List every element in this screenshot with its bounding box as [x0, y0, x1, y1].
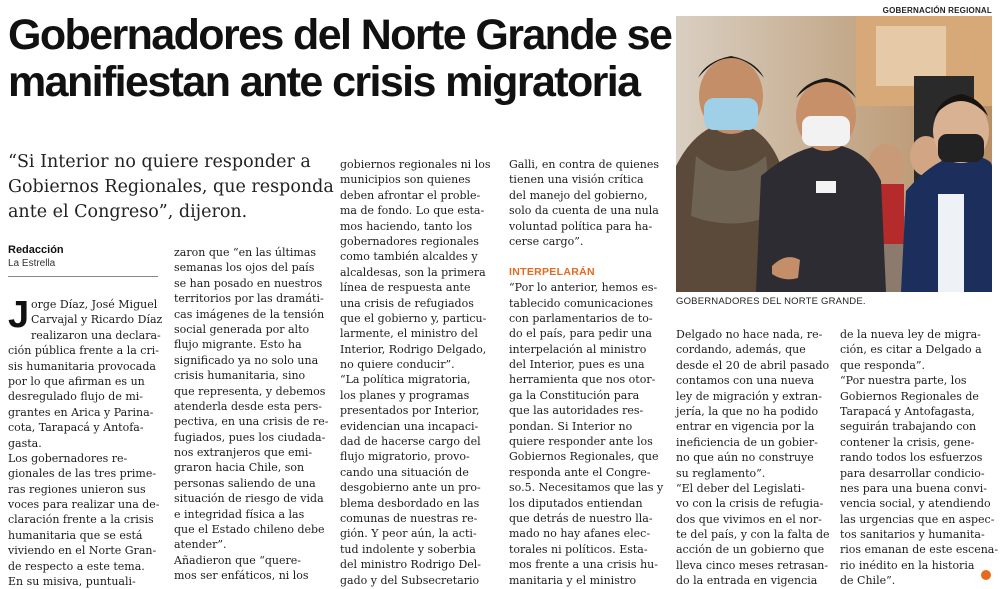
photo-illustration — [676, 16, 992, 292]
text-line: “Por nuestra parte, los — [840, 374, 967, 388]
text-line: las urgencias que en aspec- — [840, 512, 995, 526]
text-line: ción, es citar a Delgado a — [840, 343, 982, 357]
headline-line: Gobernadores del Norte Grande se — [8, 11, 672, 59]
text-line: significado ya no solo una — [174, 353, 319, 367]
text-line: que responda”. — [840, 358, 926, 372]
text-line: cando una situación de — [340, 465, 469, 479]
text-line: alcaldesas, son la primera — [340, 265, 486, 279]
text-line: contamos con una nueva — [676, 374, 815, 388]
text-line: so.5. Necesitamos que las y — [509, 481, 664, 495]
section-label: GOBERNACIÓN REGIONAL — [882, 6, 992, 15]
article-column-1 — [8, 294, 170, 589]
text-line: “El deber del Legislati- — [676, 481, 805, 495]
text-line: zaron que “en las últimas — [174, 246, 317, 259]
article-column-3 — [340, 157, 502, 588]
text-line: mos ser enfáticos, ni los — [174, 569, 309, 583]
text-line: mos haciendo, tanto los — [340, 219, 473, 233]
text-line: orge Díaz, José Miguel — [31, 298, 158, 311]
text-line: deben afrontar el proble- — [340, 188, 481, 202]
text-line: cas imágenes de la tensión — [174, 307, 325, 321]
text-line: grantes en Arica y Parina- — [8, 405, 154, 419]
text-line: presentados por Interior, — [340, 404, 480, 418]
article-column-5 — [676, 327, 838, 589]
text-line: desgobierno ante un pro- — [340, 481, 481, 495]
text-line: Delgado no hace nada, re- — [676, 328, 823, 341]
text-line: tienen una visión crítica — [509, 173, 644, 187]
text-line: seguirán trabajando con — [840, 420, 977, 434]
text-line: ley de migración y extran- — [676, 389, 822, 403]
text-line: Los gobernadores re- — [8, 451, 128, 465]
text-line: humanitaria que se está — [8, 528, 143, 542]
text-line: los diputados entiendan — [509, 496, 643, 510]
text-line: semanas los ojos del país — [174, 261, 315, 275]
drop-cap: J — [8, 294, 30, 336]
subheading-interpelaran: INTERPELARÁN — [509, 265, 595, 278]
text-line: rios emanan de este escena- — [840, 543, 999, 557]
text-line: blema desbordado en las — [340, 496, 480, 510]
text-line: atender”. — [174, 538, 227, 552]
text-line: se han posado en nuestros — [174, 276, 323, 290]
byline-outlet: La Estrella — [8, 258, 56, 269]
text-line: dos que vivimos en el nor- — [676, 512, 822, 526]
text-line: del ministro Rodrigo Del- — [340, 558, 482, 572]
text-line: gado y del Subsecretario — [340, 573, 480, 587]
deck-line: “Si Interior no quiere responder a — [8, 152, 311, 172]
text-line: ineficiencia de un gobier- — [676, 435, 818, 449]
text-line: Gobiernos Regionales de — [840, 389, 979, 403]
text-line: una crisis de refugiados — [340, 296, 474, 310]
text-line: como también alcaldes y — [340, 250, 478, 264]
text-line: del manejo del gobierno, — [509, 188, 648, 202]
text-line: de la nueva ley de migra- — [840, 328, 981, 341]
text-line: evidencian una incapaci- — [340, 419, 479, 433]
text-line: “Por lo anterior, hemos es- — [509, 281, 658, 295]
text-line: rio inédito en la historia — [840, 558, 975, 572]
text-line: te del país, y con la falta de — [676, 528, 830, 542]
text-line: para desarrollar condicio- — [840, 466, 985, 480]
text-line: graron hacia Chile, son — [174, 461, 305, 475]
text-line: herramienta que nos otor- — [509, 373, 656, 387]
byline-divider — [8, 276, 158, 277]
text-line: pectiva, en una crisis de re- — [174, 415, 329, 429]
text-line: que representa, y debemos — [174, 384, 326, 398]
text-line: Tarapacá y Antofagasta, — [840, 404, 975, 418]
text-line: mos frente a una crisis hu- — [509, 558, 658, 572]
text-line: nes para una buena convi- — [840, 481, 987, 495]
text-line: vo con la crisis de refugia- — [676, 497, 824, 511]
text-line: gasta. — [8, 436, 42, 450]
text-line: de Chile”. — [840, 574, 896, 588]
text-line: e integridad física a las — [174, 507, 305, 521]
text-line: solo da cuenta de una nula — [509, 204, 659, 218]
text-line: manitaria y el ministro — [509, 573, 637, 587]
text-line: tud indolente y soberbia — [340, 542, 476, 556]
headline-line: manifiestan ante crisis migratoria — [8, 58, 640, 106]
text-line: línea de respuesta ante — [340, 281, 471, 295]
text-line: jería, la que no ha podido — [676, 404, 819, 418]
text-line: situación de riesgo de vida — [174, 492, 324, 506]
byline-author: Redacción — [8, 244, 64, 256]
text-line: gión. Y peor aún, la acti- — [340, 527, 477, 541]
text-line: no que aún no construye — [676, 451, 814, 465]
text-line: que el gobierno y, particu- — [340, 311, 487, 325]
text-line: tablecido comunicaciones — [509, 296, 654, 310]
text-line: claración frente a la crisis — [8, 513, 154, 527]
text-line: do la entrada en vigencia — [676, 574, 818, 588]
text-line: flujo migrante. Esto ha — [174, 338, 302, 352]
deck-line: ante el Congreso”, dijeron. — [8, 202, 248, 222]
text-line: rando todos los esfuerzos — [840, 451, 983, 465]
headline — [8, 11, 672, 106]
text-line: ma de fondo. Lo que esta- — [340, 204, 485, 218]
text-line: contener la crisis, gene- — [840, 435, 975, 449]
text-line: viviendo en el Norte Gran- — [8, 544, 157, 558]
text-line: territorios por las dramáti- — [174, 292, 324, 306]
text-line: flujo migratorio, provo- — [340, 450, 470, 464]
text-line: lleva cinco meses retrasan- — [676, 558, 829, 572]
text-line: responda ante el Congre- — [509, 465, 651, 479]
text-line: comunas de nuestras re- — [340, 511, 478, 525]
text-line: desde el 20 de abril pasado — [676, 358, 830, 372]
text-line: interpelación al ministro — [509, 342, 647, 356]
text-line: dad de hacerse cargo del — [340, 435, 481, 449]
text-line: do el país, para pedir una — [509, 327, 652, 341]
text-line: Interior, Rodrigo Delgado, — [340, 342, 487, 356]
text-line: vencia social, y atendiendo — [840, 497, 991, 511]
text-line: Carvajal y Ricardo Díaz — [31, 313, 163, 327]
text-line: nos extranjeros que emi- — [174, 446, 313, 460]
text-line: por lo que afirman es un — [8, 374, 145, 388]
text-line: quiere responder ante los — [509, 435, 653, 449]
article-column-6 — [840, 327, 1002, 589]
text-line: gobiernos regionales ni los — [340, 158, 491, 171]
text-line: voluntad política para ha- — [509, 219, 653, 233]
deck-quote — [8, 150, 338, 225]
article-column-4 — [509, 157, 671, 588]
text-line: que detrás de nuestro lla- — [509, 511, 653, 525]
text-line: entrar en vigencia por la — [676, 420, 815, 434]
text-line: “La política migratoria, — [340, 373, 471, 387]
text-line: cota, Tarapacá y Antofa- — [8, 421, 144, 435]
text-line: su reglamento”. — [676, 466, 766, 480]
text-line: cordando, además, que — [676, 343, 806, 357]
text-line: tos sanitarios y humanita- — [840, 528, 985, 542]
text-line: que las autoridades res- — [509, 404, 644, 418]
deck-line: Gobiernos Regionales, que responda — [8, 177, 334, 197]
text-line: con parlamentarios de to- — [509, 311, 653, 325]
text-line: voces para realizar una de- — [8, 498, 160, 512]
text-line: Galli, en contra de quienes — [509, 158, 660, 171]
text-line: del Interior, pues es una — [509, 358, 645, 372]
photo-caption: GOBERNADORES DEL NORTE GRANDE. — [676, 296, 866, 307]
text-line: En su misiva, puntuali- — [8, 575, 136, 589]
text-line: sis humanitaria provocada — [8, 359, 156, 373]
byline — [8, 243, 158, 270]
text-line: social generada por alto — [174, 322, 310, 336]
text-line: Añadieron que “quere- — [174, 553, 301, 567]
text-line: realizaron una declara- — [31, 328, 161, 342]
text-line: municipios son quienes — [340, 173, 471, 187]
text-line: mado no hay afanes elec- — [509, 527, 651, 541]
text-line: atenderla desde esta pers- — [174, 399, 323, 413]
text-line: de respecto a este tema. — [8, 559, 145, 573]
text-line: acción de un gobierno que — [676, 543, 825, 557]
text-line: no quiere conducir”. — [340, 358, 455, 372]
text-line: larmente, el ministro del — [340, 327, 478, 341]
text-line: que el Estado chileno debe — [174, 523, 325, 537]
text-line: ción pública frente a la cri- — [8, 344, 159, 358]
text-line: crisis humanitaria, sino — [174, 369, 306, 383]
text-line: cerse cargo”. — [509, 234, 584, 248]
end-mark-icon — [981, 570, 991, 580]
text-line: torales ni políticos. Esta- — [509, 542, 648, 556]
text-line: ras regiones unieron sus — [8, 482, 146, 496]
text-line: fugiados, pues los ciudada- — [174, 430, 326, 444]
governors-photo — [676, 16, 992, 292]
text-line: desregulado flujo de mi- — [8, 390, 143, 404]
text-line: Gobiernos Regionales, que — [509, 450, 659, 464]
text-line: los planes y programas — [340, 388, 470, 402]
text-line: pondan. Si Interior no — [509, 419, 633, 433]
text-line: gobernadores regionales — [340, 234, 479, 248]
text-line: ga la Constitución para — [509, 388, 640, 402]
text-line: personas saliendo de una — [174, 476, 316, 490]
article-column-2 — [174, 245, 336, 584]
text-line: gionales de las tres prime- — [8, 467, 157, 481]
